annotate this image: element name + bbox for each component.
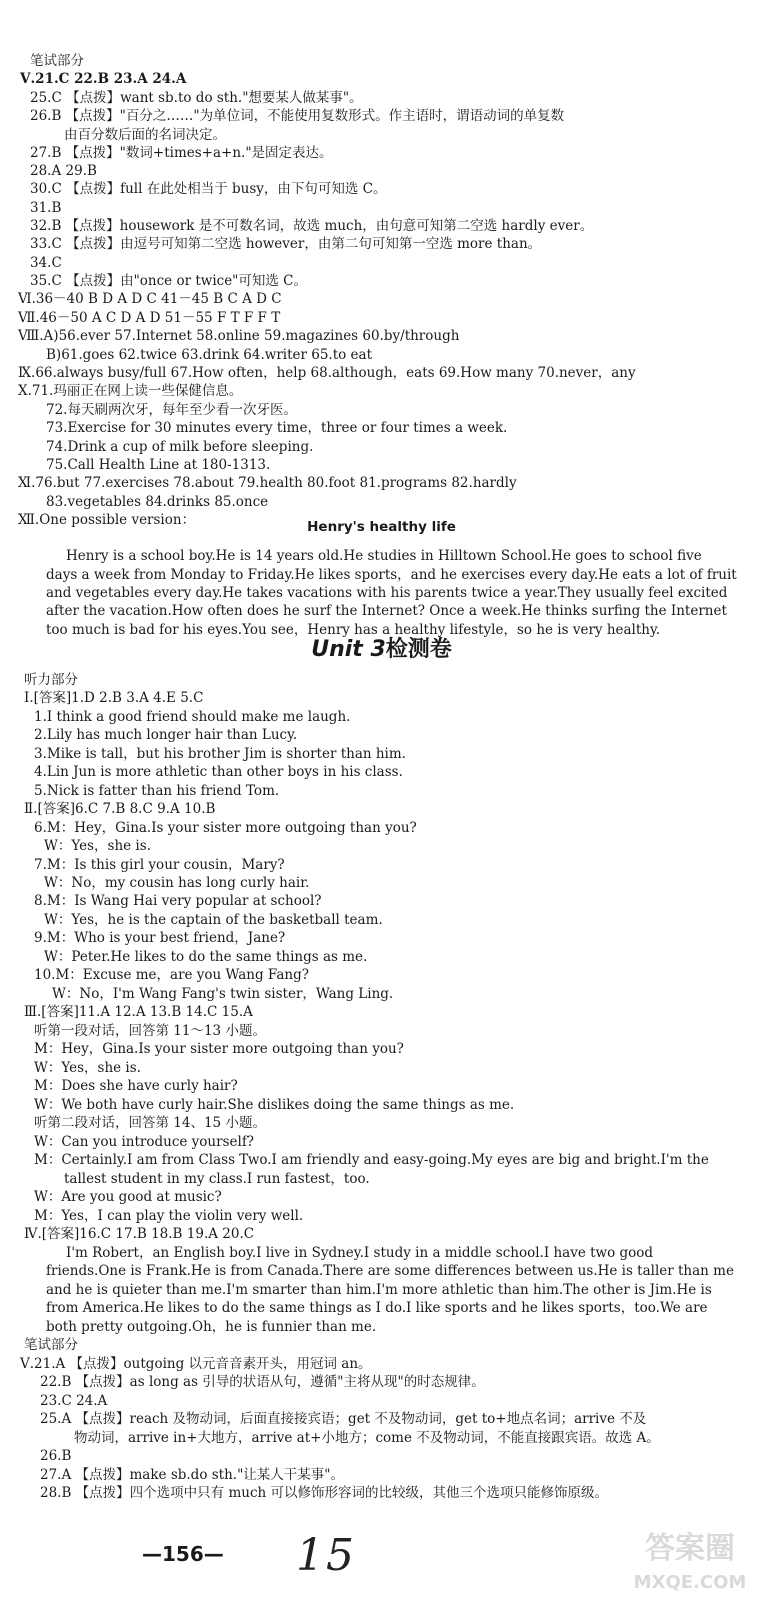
- text-line: 笔试部分: [30, 53, 84, 69]
- text-line: Ⅴ.21.A 【点拨】outgoing 以元音音素开头，用冠词 an。: [20, 1356, 372, 1372]
- text-line: Henry is a school boy.He is 14 years old.He studies in Hilltown School.He goes to school five: [66, 548, 702, 564]
- text-line: 74.Drink a cup of milk before sleeping.: [46, 439, 314, 455]
- text-line: W：Yes，she is.: [34, 1060, 141, 1076]
- text-line: 听第一段对话，回答第 11～13 小题。: [34, 1023, 266, 1039]
- essay-title: Henry's healthy life: [307, 519, 456, 535]
- unit-title: [0, 636, 763, 664]
- text-line: 34.C: [30, 255, 62, 271]
- text-line: 33.C 【点拨】由逗号可知第二空选 however，由第二句可知第一空选 more than。: [30, 236, 542, 252]
- text-line: 26.B: [40, 1448, 72, 1464]
- text-line: M：Does she have curly hair?: [34, 1078, 238, 1094]
- text-line: W：Yes，he is the captain of the basketball team.: [44, 912, 383, 928]
- text-line: after the vacation.How often does he surf the Internet? Once a week.He thinks surfing the Internet: [46, 603, 727, 619]
- text-line: 6.M：Hey，Gina.Is your sister more outgoing than you?: [34, 820, 417, 836]
- text-line: W：We both have curly hair.She dislikes doing the same things as me.: [34, 1097, 515, 1113]
- text-line: W：Peter.He likes to do the same things as me.: [44, 949, 368, 965]
- watermark-url: MXQE.COM: [633, 1572, 747, 1593]
- text-line: 听力部分: [24, 672, 78, 688]
- text-line: 26.B 【点拨】"百分之……"为单位词，不能使用复数形式。作主语时，谓语动词的单复数: [30, 108, 565, 124]
- text-line: 32.B 【点拨】housework 是不可数名词，故选 much，由句意可知第二空选 hardly ever。: [30, 218, 594, 234]
- text-line: 28.A 29.B: [30, 163, 97, 179]
- text-line: too much is bad for his eyes.You see，Henry has a healthy lifestyle，so he is very healthy.: [46, 622, 661, 638]
- text-line: Ⅳ.[答案]16.C 17.B 18.B 19.A 20.C: [24, 1226, 255, 1242]
- text-line: 物动词，arrive in+大地方，arrive at+小地方；come 不及物动词，不能直接跟宾语。故选 A。: [74, 1430, 660, 1446]
- text-line: Ⅲ.[答案]11.A 12.A 13.B 14.C 15.A: [24, 1004, 253, 1020]
- text-line: M：Yes，I can play the violin very well.: [34, 1208, 304, 1224]
- text-line: 1.I think a good friend should make me laugh.: [34, 709, 351, 725]
- text-line: tallest student in my class.I run fastest，too.: [64, 1171, 370, 1187]
- text-line: W：Are you good at music?: [34, 1189, 222, 1205]
- text-line: Ⅰ.[答案]1.D 2.B 3.A 4.E 5.C: [24, 690, 204, 706]
- text-line: 72.每天刷两次牙，每年至少看一次牙医。: [46, 402, 297, 418]
- text-line: 10.M：Excuse me，are you Wang Fang?: [34, 967, 309, 983]
- text-line: Ⅵ.36－40 B D A D C 41－45 B C A D C: [18, 291, 282, 307]
- text-line: Ⅷ.A)56.ever 57.Internet 58.online 59.magazines 60.by/through: [18, 328, 460, 344]
- text-line: 23.C 24.A: [40, 1393, 108, 1409]
- text-line: Ⅴ.21.C 22.B 23.A 24.A: [20, 71, 187, 87]
- text-line: 9.M：Who is your best friend，Jane?: [34, 930, 286, 946]
- text-line: W：Can you introduce yourself?: [34, 1134, 255, 1150]
- text-line: 27.A 【点拨】make sb.do sth."让某人干某事"。: [40, 1467, 345, 1483]
- text-line: B)61.goes 62.twice 63.drink 64.writer 65.to eat: [46, 347, 373, 363]
- text-line: 73.Exercise for 30 minutes every time，three or four times a week.: [46, 420, 508, 436]
- unit-title-cn: 检测卷: [385, 637, 452, 662]
- text-line: 听第二段对话，回答第 14、15 小题。: [34, 1115, 266, 1131]
- text-line: I'm Robert，an English boy.I live in Sydney.I study in a middle school.I have two good: [66, 1245, 654, 1261]
- text-line: 30.C 【点拨】full 在此处相当于 busy，由下句可知选 C。: [30, 181, 387, 197]
- text-line: 3.Mike is tall，but his brother Jim is shorter than him.: [34, 746, 406, 762]
- text-line: 31.B: [30, 200, 62, 216]
- text-line: Ⅶ.46－50 A C D A D 51－55 F T F F T: [18, 310, 281, 326]
- text-line: 35.C 【点拨】由"once or twice"可知选 C。: [30, 273, 308, 289]
- text-line: 27.B 【点拨】"数词+times+a+n."是固定表达。: [30, 145, 333, 161]
- watermark-logo: [625, 1520, 755, 1598]
- text-line: 笔试部分: [24, 1337, 78, 1353]
- text-line: Ⅺ.76.but 77.exercises 78.about 79.health 80.foot 81.programs 82.hardly: [18, 475, 517, 491]
- text-line: M：Certainly.I am from Class Two.I am friendly and easy-going.My eyes are big and bright.I'm the: [34, 1152, 709, 1168]
- text-line: both pretty outgoing.Oh，he is funnier than me.: [46, 1319, 377, 1335]
- text-line: 25.A 【点拨】reach 及物动词，后面直接接宾语；get 不及物动词，get to+地点名词；arrive 不及: [40, 1411, 647, 1427]
- text-line: M：Hey，Gina.Is your sister more outgoing than you?: [34, 1041, 404, 1057]
- text-line: 4.Lin Jun is more athletic than other boys in his class.: [34, 764, 403, 780]
- unit-title-en: Unit 3: [311, 637, 386, 662]
- text-line: 2.Lily has much longer hair than Lucy.: [34, 727, 298, 743]
- page-number: —156—: [142, 1542, 224, 1566]
- text-line: 75.Call Health Line at 180-1313.: [46, 457, 271, 473]
- text-line: 由百分数后面的名词决定。: [64, 127, 226, 143]
- text-line: Ⅹ.71.玛丽正在网上读一些保健信息。: [18, 383, 243, 399]
- handwritten-page-mark: 15: [296, 1530, 356, 1581]
- text-line: and vegetables every day.He takes vacations with his parents twice a year.They usually feel excited: [46, 585, 728, 601]
- text-line: 25.C 【点拨】want sb.to do sth."想要某人做某事"。: [30, 90, 363, 106]
- text-line: and he is quieter than me.I'm smarter than him.I'm more athletic than him.The other is Jim.He is: [46, 1282, 712, 1298]
- text-line: friends.One is Frank.He is from Canada.There are some differences between us.He is taller than me: [46, 1263, 734, 1279]
- text-line: Ⅻ.One possible version：: [18, 512, 196, 528]
- text-line: 28.B 【点拨】四个选项中只有 much 可以修饰形容词的比较级，其他三个选项只能修饰原级。: [40, 1485, 609, 1501]
- text-line: Ⅱ.[答案]6.C 7.B 8.C 9.A 10.B: [24, 801, 216, 817]
- text-line: 7.M：Is this girl your cousin，Mary?: [34, 857, 285, 873]
- text-line: W：No，my cousin has long curly hair.: [44, 875, 310, 891]
- text-line: W：Yes，she is.: [44, 838, 151, 854]
- text-line: 8.M：Is Wang Hai very popular at school?: [34, 893, 322, 909]
- watermark-text: 答案圈: [645, 1531, 735, 1566]
- text-line: W：No，I'm Wang Fang's twin sister，Wang Ling.: [52, 986, 394, 1002]
- text-line: days a week from Monday to Friday.He likes sports，and he exercises every day.He eats a lot of fruit: [46, 567, 737, 583]
- text-line: from America.He likes to do the same things as I do.I like sports and he likes sports，too.We are: [46, 1300, 708, 1316]
- text-line: 22.B 【点拨】as long as 引导的状语从句，遵循"主将从现"的时态规律。: [40, 1374, 485, 1390]
- text-line: 5.Nick is fatter than his friend Tom.: [34, 783, 280, 799]
- text-line: 83.vegetables 84.drinks 85.once: [46, 494, 269, 510]
- text-line: Ⅸ.66.always busy/full 67.How often，help 68.although，eats 69.How many 70.never，any: [18, 365, 636, 381]
